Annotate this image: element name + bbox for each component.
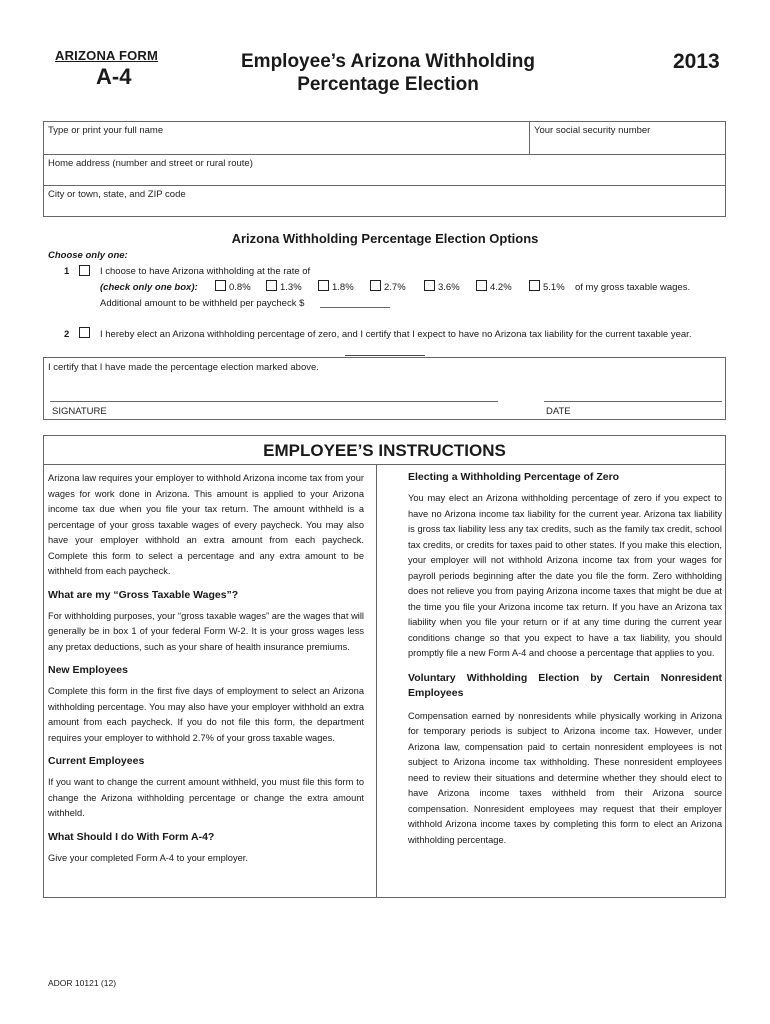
form-year: 2013: [673, 50, 720, 73]
form-label: ARIZONA FORM: [55, 48, 159, 63]
signature-field[interactable]: [50, 401, 498, 402]
rate-checkbox-3-6[interactable]: [424, 280, 435, 291]
new-employees-text: Complete this form in the first five days of employment to select an Arizona withholding percentage. You may also have your employer withhold an extra amount from each paycheck. If you do not file this form, the department requires your employer to withhold 2.7% of your gross taxable wages.: [48, 686, 364, 743]
instructions-right-column: [408, 471, 722, 848]
instructions-left-column: [48, 471, 364, 866]
option-1-checkbox[interactable]: [79, 265, 90, 276]
rate-label-4-2: 4.2%: [490, 282, 512, 293]
ssn-field[interactable]: [530, 122, 725, 155]
address-field[interactable]: [44, 155, 725, 186]
rate-label-1-8: 1.8%: [332, 282, 354, 293]
choose-only-one: Choose only one:: [48, 250, 128, 261]
city-label: City or town, state, and ZIP code: [48, 189, 186, 200]
option-2-number: 2: [64, 329, 70, 340]
address-label: Home address (number and street or rural route): [48, 158, 253, 169]
check-one-note: (check only one box):: [100, 282, 198, 293]
intro-text: Arizona law requires your employer to withhold Arizona income tax from your wages for work done in Arizona. This amount is applied to your Arizona income tax due when you file your tax return. The amount withheld is a percentage of your gross taxable wages of every paycheck. You may also have your employer withhold an extra amount from each paycheck. Complete this form to select a percentage and any extra amount to be withheld from each paycheck.: [48, 473, 364, 576]
form-title: [190, 50, 586, 96]
city-field[interactable]: [44, 186, 725, 217]
divider: [345, 355, 425, 356]
signature-label: SIGNATURE: [52, 406, 107, 417]
zero-withholding-text: You may elect an Arizona withholding percentage of zero if you expect to have no Arizona income tax liability for the current year. Arizona tax liability is gross tax liability less any tax credits, such as the family tax credit, school tax credits, or credits for taxes paid to other states. If you make this election, your employer will not withhold Arizona income tax from your wages for payroll periods beginning after the date you file the form. Zero withholding does not relieve you from paying Arizona income taxes that might be due at the time you file your Arizona income tax return. If you have an Arizona tax liability when you file your return or if at any time during the current year conditions change so that you expect to have a tax liability, you should promptly file a new Form A-4 and choose a percentage that applies to you.: [408, 493, 722, 658]
rate-checkbox-2-7[interactable]: [370, 280, 381, 291]
options-title: Arizona Withholding Percentage Election Options: [231, 231, 539, 246]
current-employees-text: If you want to change the current amount withheld, you must file this form to change the Arizona withholding percentage or change the extra amount withheld.: [48, 777, 364, 818]
certify-box: [43, 357, 726, 420]
current-employees-heading: Current Employees: [48, 755, 145, 767]
column-divider: [376, 465, 377, 898]
ssn-label: Your social security number: [534, 125, 651, 136]
full-name-label: Type or print your full name: [48, 125, 164, 136]
certify-text: I certify that I have made the percentage election marked above.: [48, 362, 319, 373]
what-to-do-text: Give your completed Form A-4 to your employer.: [48, 852, 248, 863]
rate-checkbox-1-3[interactable]: [266, 280, 277, 291]
form-number: A-4: [96, 64, 132, 89]
personal-info-box: [43, 121, 726, 217]
title-line-1: Employee’s Arizona Withholding: [241, 51, 535, 72]
gross-wages-text: For withholding purposes, your “gross taxable wages” are the wages that will generally be in box 1 of your federal Form W-2. It is your gross wages less any pretax deductions, such as your share of health insurance premiums.: [48, 610, 364, 652]
voluntary-withholding-heading: Voluntary Withholding Election by Certain Nonresident Employees: [408, 671, 722, 699]
date-field[interactable]: [544, 401, 722, 402]
full-name-field[interactable]: [44, 122, 530, 155]
option-1-text: I choose to have Arizona withholding at the rate of: [100, 266, 311, 277]
rate-checkbox-5-1[interactable]: [529, 280, 540, 291]
voluntary-withholding-text: Compensation earned by nonresidents while physically working in Arizona for temporary periods is subject to Arizona income tax. However, under Arizona law, compensation paid to certain nonresident employees is not subject to Arizona income tax withholding. These nonresident employees need to review their situations and determine whether they should elect to have Arizona income taxes withheld from their Arizona source compensation. Nonresident employees may request that their employer withhold Arizona income taxes by completing this form to elect an Arizona withholding percentage.: [408, 710, 722, 845]
instructions-title: EMPLOYEE’S INSTRUCTIONS: [263, 441, 506, 460]
date-label: DATE: [546, 406, 571, 417]
gross-wages-heading: What are my “Gross Taxable Wages”?: [48, 588, 239, 601]
rate-label-5-1: 5.1%: [543, 282, 565, 293]
rate-label-2-7: 2.7%: [384, 282, 406, 293]
new-employees-heading: New Employees: [48, 664, 128, 676]
instructions-header: [44, 436, 725, 465]
additional-amount-label: Additional amount to be withheld per paycheck $: [100, 298, 305, 309]
additional-amount-input[interactable]: [320, 307, 390, 308]
option-2-checkbox[interactable]: [79, 327, 90, 338]
option-1-number: 1: [64, 266, 70, 277]
zero-withholding-heading: Electing a Withholding Percentage of Zero: [408, 471, 620, 483]
rate-checkbox-0-8[interactable]: [215, 280, 226, 291]
title-line-2: Percentage Election: [297, 74, 479, 95]
rate-checkbox-1-8[interactable]: [318, 280, 329, 291]
rate-label-0-8: 0.8%: [229, 282, 251, 293]
rate-label-3-6: 3.6%: [438, 282, 460, 293]
what-to-do-heading: What Should I do With Form A-4?: [48, 830, 215, 843]
rates-suffix: of my gross taxable wages.: [575, 282, 691, 293]
instructions-box: [43, 435, 726, 898]
rate-checkbox-4-2[interactable]: [476, 280, 487, 291]
rate-label-1-3: 1.3%: [280, 282, 302, 293]
option-2-text: I hereby elect an Arizona withholding percentage of zero, and I certify that I expect to have no Arizona tax liability for the current taxable year.: [100, 329, 692, 340]
form-code: ADOR 10121 (12): [48, 978, 117, 988]
